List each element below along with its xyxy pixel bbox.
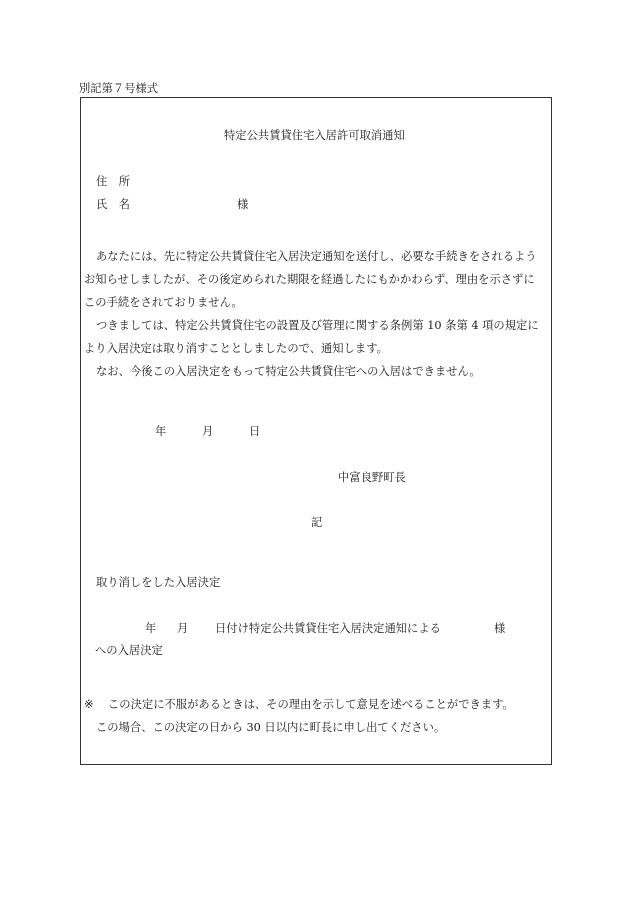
date-month: 月: [202, 425, 214, 438]
notice-line1: この決定に不服があるときは、その理由を示して意見を述べることができます。: [108, 698, 514, 711]
recipient-honorific: 様: [237, 198, 249, 211]
cancelled-honorific: 様: [494, 622, 506, 635]
body-p1-line1: あなたには、先に特定公共賃貸住宅入居決定通知を送付し、必要な手続きをされるよう: [96, 250, 537, 263]
body-p1-line2: お知らせしましたが、その後定められた期限を経過したにもかかわらず、理由を示さずに: [84, 273, 535, 286]
cancelled-year: 年: [145, 622, 157, 635]
date-year: 年: [155, 425, 167, 438]
cancelled-ref-text: 日付け特定公共賃貸住宅入居決定通知による: [215, 622, 441, 635]
body-p3-line1: なお、今後この入居決定をもって特定公共賃貸住宅への入居はできません。: [96, 365, 481, 378]
body-p2-line1: つきましては、特定公共賃貸住宅の設置及び管理に関する条例第 10 条第 4 項の規定に: [96, 319, 539, 332]
issuer: 中富良野町長: [338, 471, 406, 484]
ki-heading: 記: [311, 516, 323, 529]
body-p1-line3: この手続をされておりません。: [84, 296, 243, 309]
date-day: 日: [249, 425, 261, 438]
notice-mark: ※: [84, 698, 94, 711]
cancelled-tail: への入居決定: [95, 644, 163, 657]
notice-line2: この場合、この決定の日から 30 日以内に町長に申し出てください。: [96, 721, 446, 734]
cancelled-month: 月: [177, 622, 189, 635]
name-label: 氏 名: [96, 198, 130, 211]
cancelled-heading: 取り消しをした入居決定: [96, 576, 221, 589]
notice-frame: [80, 97, 552, 765]
body-p2-line2: より入居決定は取り消すこととしましたので、通知します。: [84, 342, 388, 355]
form-number: 別記第７号様式: [79, 82, 159, 95]
address-label: 住 所: [96, 175, 130, 188]
document-title: 特定公共賃貸住宅入居許可取消通知: [224, 129, 405, 142]
